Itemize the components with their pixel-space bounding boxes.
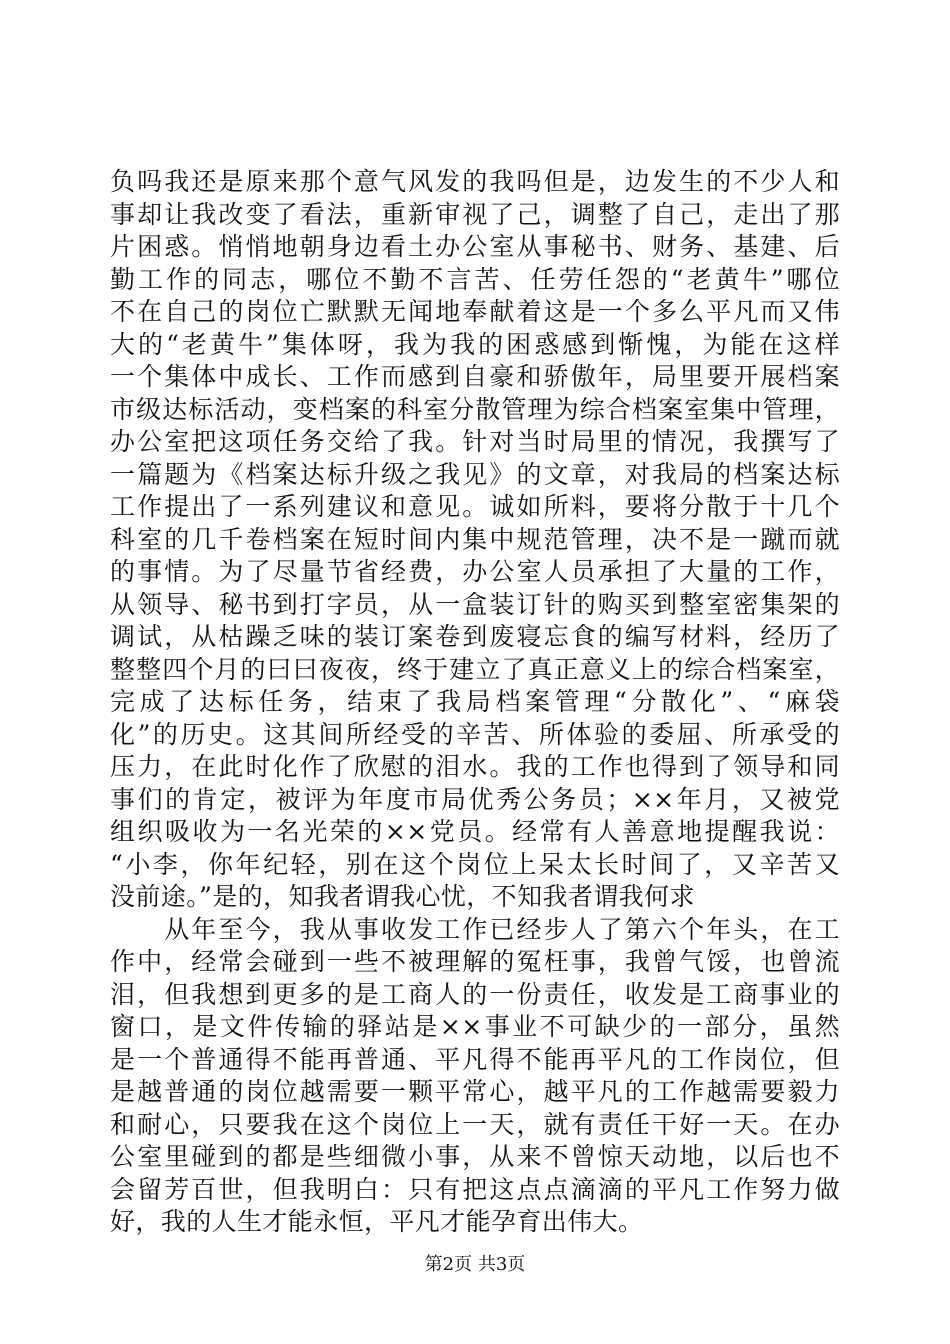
text-line: 化”的历史。这其间所经受的辛苦、所体验的委屈、所承受的 — [110, 719, 840, 749]
text-line: 没前途。”是的，知我者谓我心忧，不知我者谓我何求 — [110, 882, 695, 911]
text-line: “小李，你年纪轻，别在这个岗位上呆太长时间了，又辛苦又 — [110, 849, 840, 879]
text-line: 工作提出了一系列建议和意见。诚如所料，要将分散于十几个 — [110, 492, 840, 521]
text-line: 公室里碰到的都是些细微小事，从来不曾惊天动地，以后也不 — [110, 1142, 840, 1171]
text-line: 事们的肯定，被评为年度市局优秀公务员；××年月，又被党 — [110, 784, 840, 814]
text-line: 勤工作的同志，哪位不勤不言苦、任劳任怨的“老黄牛”哪位 — [110, 264, 840, 294]
text-line: 事却让我改变了看法，重新审视了己，调整了自己，走出了那 — [110, 199, 840, 229]
text-line: 泪，但我想到更多的是工商人的一份责任，收发是工商事业的 — [110, 979, 840, 1009]
text-line: 组织吸收为一名光荣的××党员。经常有人善意地提醒我说： — [110, 817, 840, 846]
text-line: 不在自己的岗位亡默默无闻地奉献着这是一个多么平凡而又伟 — [110, 297, 840, 326]
text-line: 的事情。为了尽量节省经费，办公室人员承担了大量的工作， — [110, 557, 840, 586]
text-line: 市级达标活动，变档案的科室分散管理为综合档案室集中管理， — [110, 394, 840, 424]
text-line: 是越普通的岗位越需要一颗平常心，越平凡的工作越需要毅力 — [110, 1077, 840, 1106]
text-line: 完成了达标任务，结束了我局档案管理“分散化”、“麻袋 — [110, 687, 840, 716]
text-line: 是一个普通得不能再普通、平凡得不能再平凡的工作岗位，但 — [110, 1044, 840, 1074]
document-body — [110, 166, 840, 1239]
text-line: 负吗我还是原来那个意气风发的我吗但是，边发生的不少人和 — [110, 167, 840, 196]
text-line: 一个集体中成长、工作而感到自豪和骄傲年，局里要开展档案 — [110, 362, 840, 391]
text-line: 片困惑。悄悄地朝身边看土办公室从事秘书、财务、基建、后 — [110, 232, 840, 261]
text-line: 办公室把这项任务交给了我。针对当时局里的情况，我撰写了 — [110, 427, 840, 456]
text-line: 压力，在此时化作了欣慰的泪水。我的工作也得到了领导和同 — [110, 752, 840, 781]
text-line: 调试，从枯躁乏味的装订案卷到废寝忘食的编写材料，经历了 — [110, 622, 840, 651]
text-line: 好，我的人生才能永恒，平凡才能孕育出伟大。 — [110, 1207, 644, 1236]
text-line: 科室的几千卷档案在短时间内集中规范管理，决不是一蹴而就 — [110, 524, 840, 554]
text-line: 窗口，是文件传输的驿站是××事业不可缺少的一部分，虽然 — [110, 1012, 840, 1041]
text-line: 一篇题为《档案达标升级之我见》的文章，对我局的档案达标 — [110, 459, 840, 489]
page-number-footer: 第2页 共3页 — [424, 1254, 526, 1275]
text-line: 作中，经常会碰到一些不被理解的冤枉事，我曾气馁，也曾流 — [110, 947, 840, 976]
text-line: 整整四个月的曰曰夜夜，终于建立了真正意义上的综合档案室， — [110, 654, 840, 684]
text-line: 大的“老黄牛”集体呀，我为我的困惑感到惭愧，为能在这样 — [110, 329, 840, 359]
text-line: 从领导、秘书到打字员，从一盒装订针的购买到整室密集架的 — [110, 589, 840, 619]
text-line: 会留芳百世，但我明白：只有把这点点滴滴的平凡工作努力做 — [110, 1174, 840, 1204]
text-line: 从年至今，我从事收发工作已经步人了第六个年头，在工 — [110, 914, 840, 944]
text-line: 和耐心，只要我在这个岗位上一天，就有责任干好一天。在办 — [110, 1109, 840, 1139]
